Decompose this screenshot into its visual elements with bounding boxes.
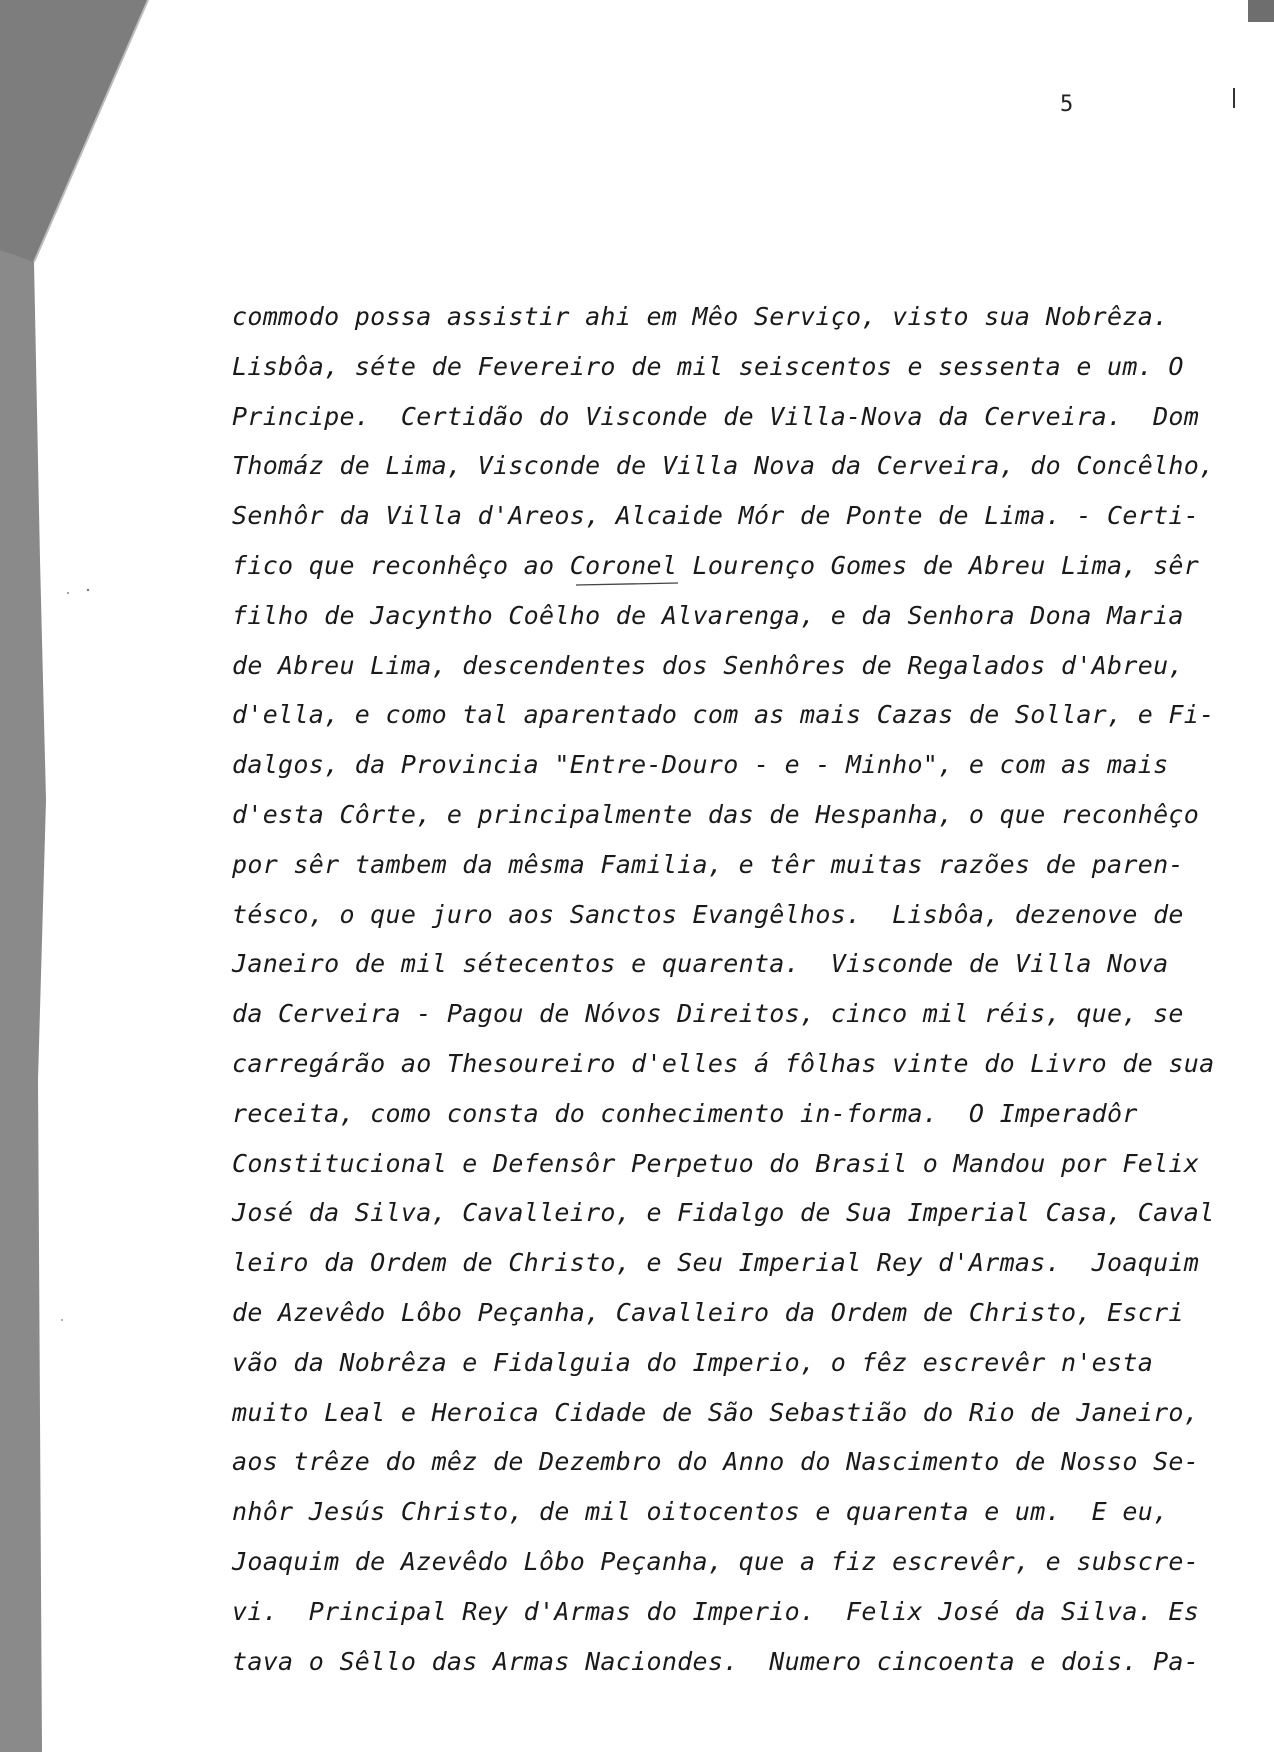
text-line: filho de Jacyntho Coêlho de Alvarenga, e da Senhora Dona Maria xyxy=(232,600,1184,630)
text-line: vi. Principal Rey d'Armas do Imperio. Felix José da Silva. Es xyxy=(232,1596,1200,1626)
text-line: Principe. Certidão do Visconde de Villa-Nova da Cerveira. Dom xyxy=(232,401,1200,431)
text-line: tésco, o que juro aos Sanctos Evangêlhos. Lisbôa, dezenove de xyxy=(232,899,1184,929)
page-number: 5 xyxy=(1060,92,1074,117)
text-line: de Azevêdo Lôbo Peçanha, Cavalleiro da Ordem de Christo, Escri xyxy=(232,1297,1184,1327)
text-line: receita, como consta do conhecimento in-forma. O Imperadôr xyxy=(232,1098,1138,1128)
text-line: fico que reconhêço ao Coronel Lourenço Gomes de Abreu Lima, sêr xyxy=(232,550,1200,580)
text-line: Janeiro de mil sétecentos e quarenta. Visconde de Villa Nova xyxy=(232,949,1169,979)
text-line: commodo possa assistir ahi em Mêo Serviço, visto sua Nobrêza. xyxy=(232,302,1169,331)
text-line: de Abreu Lima, descendentes dos Senhôres de Regalados d'Abreu, xyxy=(232,650,1184,680)
text-line: dalgos, da Provincia "Entre-Douro - e - Minho", e com as mais xyxy=(232,750,1169,780)
text-line: Constitucional e Defensôr Perpetuo do Brasil o Mandou por Felix xyxy=(232,1148,1200,1178)
text-line: Lisbôa, séte de Fevereiro de mil seiscentos e sessenta e um. O xyxy=(232,351,1184,381)
text-line: d'esta Côrte, e principalmente das de Hespanha, o que reconhêço xyxy=(232,799,1200,829)
text-line: Joaquim de Azevêdo Lôbo Peçanha, que a fiz escrevêr, e subscre- xyxy=(232,1546,1200,1576)
text-line: leiro da Ordem de Christo, e Seu Imperial Rey d'Armas. Joaquim xyxy=(232,1248,1200,1278)
text-line: carregárão ao Thesoureiro d'elles á fôlhas vinte do Livro de sua xyxy=(232,1048,1215,1078)
text-line: por sêr tambem da mêsma Familia, e têr muitas razões de paren- xyxy=(232,849,1184,879)
text-line: aos trêze do mêz de Dezembro do Anno do Nascimento de Nosso Se- xyxy=(232,1447,1200,1477)
text-line: tava o Sêllo das Armas Naciondes. Numero cincoenta e dois. Pa- xyxy=(232,1646,1200,1676)
text-line: José da Silva, Cavalleiro, e Fidalgo de Sua Imperial Casa, Caval xyxy=(232,1198,1215,1228)
text-line: Thomáz de Lima, Visconde de Villa Nova da Cerveira, do Concêlho, xyxy=(232,451,1215,481)
text-line: da Cerveira - Pagou de Nóvos Direitos, cinco mil réis, que, se xyxy=(232,999,1184,1029)
text-line: Senhôr da Villa d'Areos, Alcaide Mór de Ponte de Lima. - Certi- xyxy=(232,501,1200,531)
margin-mark xyxy=(1233,88,1235,108)
text-line: d'ella, e como tal aparentado com as mais Cazas de Sollar, e Fi- xyxy=(232,700,1215,730)
text-line: vão da Nobrêza e Fidalguia do Imperio, o fêz escrevêr n'esta xyxy=(232,1347,1154,1377)
text-line: nhôr Jesús Christo, de mil oitocentos e quarenta e um. E eu, xyxy=(232,1497,1169,1527)
text-line: muito Leal e Heroica Cidade de São Sebastião do Rio de Janeiro, xyxy=(232,1397,1200,1427)
document-body xyxy=(232,292,1215,1686)
